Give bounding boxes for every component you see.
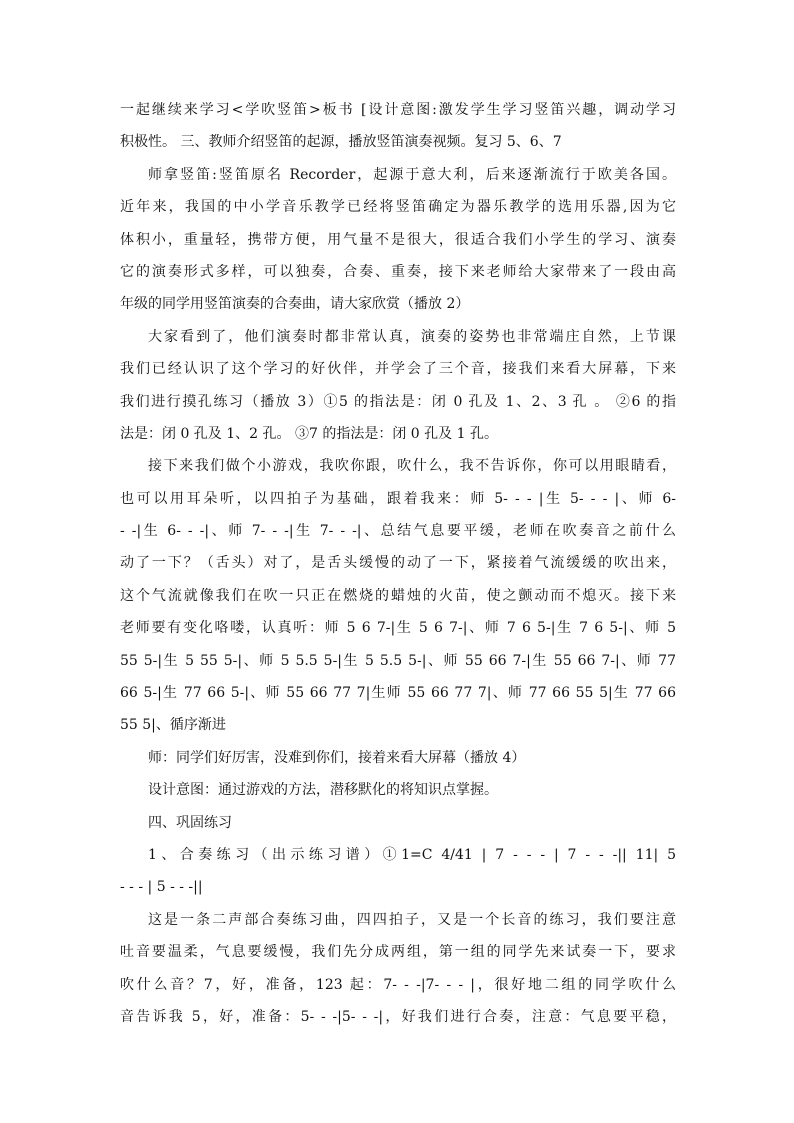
text-line: - -|生 6- - -|、师 7- - -|生 7- - -|、总结气息要平缓，老师在吹奏音之前什么 — [120, 523, 676, 540]
text-line: - - - | 5 - - -|| — [120, 879, 203, 896]
text-line: 设计意图：通过游戏的方法，潜移默化的将知识点掌握。 — [148, 782, 498, 799]
text-line: 法是：闭 0 孔及 1、2 孔。 ③7 的指法是：闭 0 孔及 1 孔。 — [120, 425, 498, 442]
text-line: 吐音要温柔，气息要缓慢，我们先分成两组，第一组的同学先来试奏一下，要求 — [120, 944, 676, 961]
text-line: 年级的同学用竖笛演奏的合奏曲，请大家欣赏（播放 2） — [120, 296, 470, 313]
document-body — [120, 94, 676, 1033]
text-line: 吹什么音？7，好，准备，123 起：7- - -|7- - - |，很好地二组的同学吹什么 — [120, 976, 676, 993]
text-line: 这是一条二声部合奏练习曲，四四拍子，又是一个长音的练习，我们要注意 — [148, 911, 676, 928]
text-line: 老师要有变化咯喽，认真听：师 5 6 7-|生 5 6 7-|、师 7 6 5-|生 7 6 5-|、师 5 — [120, 620, 676, 637]
text-line: 接下来我们做个小游戏，我吹你跟，吹什么，我不告诉你，你可以用眼睛看， — [148, 458, 676, 475]
text-line: 66 5-|生 77 66 5-|、师 55 66 77 7|生师 55 66 77 7|、师 77 66 55 5|生 77 66 — [120, 685, 676, 702]
text-line: 它的演奏形式多样，可以独奏，合奏、重奏，接下来老师给大家带来了一段由高 — [120, 263, 676, 280]
text-line: 我们进行摸孔练习（播放 3）①5 的指法是：闭 0 孔及 1、2、3 孔 。 ②6 的指 — [120, 393, 676, 410]
text-line: 1、合奏练习（出示练习谱）①1=C 4/41 | 7 - - - | 7 - - -|| 11| 5 — [148, 846, 676, 863]
text-line: 也可以用耳朵听，以四拍子为基础，跟着我来：师 5- - - |生 5- - - |、师 6- — [120, 490, 676, 507]
text-line: 师：同学们好厉害，没难到你们，接着来看大屏幕（播放 4） — [148, 749, 526, 766]
section-heading: 四、巩固练习 — [148, 814, 232, 831]
text-line: 积极性。 三、教师介绍竖笛的起源，播放竖笛演奏视频。复习 5、6、7 — [120, 134, 562, 151]
text-line: 近年来，我国的中小学音乐教学已经将竖笛确定为器乐教学的选用乐器,因为它 — [120, 199, 676, 216]
text-line: 我们已经认识了这个学习的好伙伴，并学会了三个音，接我们来看大屏幕，下来 — [120, 361, 676, 378]
text-line: 55 5-|生 5 55 5-|、师 5 5.5 5-|生 5 5.5 5-|、师 55 66 7-|生 55 66 7-|、师 77 — [120, 652, 676, 669]
text-line: 这个气流就像我们在吹一只正在燃烧的蜡烛的火苗，使之颤动而不熄灭。接下来 — [120, 587, 676, 604]
text-line: 55 5|、循序渐进 — [120, 717, 226, 734]
text-line: 大家看到了，他们演奏时都非常认真，演奏的姿势也非常端庄自然，上节课 — [148, 328, 676, 345]
text-line: 一起继续来学习<学吹竖笛>板书 [设计意图:激发学生学习竖笛兴趣，调动学习 — [120, 102, 676, 118]
text-line: 师拿竖笛:竖笛原名 Recorder，起源于意大利，后来逐渐流行于欧美各国。 — [148, 166, 676, 183]
text-line: 动了一下？（舌头）对了，是舌头缓慢的动了一下，紧接着气流缓缓的吹出来， — [120, 555, 676, 572]
text-line: 体积小，重量轻，携带方便，用气量不是很大，很适合我们小学生的学习、演奏 — [120, 231, 676, 248]
text-line: 音告诉我 5，好，准备：5- - -|5- - -|，好我们进行合奏，注意：气息要平稳， — [120, 1008, 676, 1025]
